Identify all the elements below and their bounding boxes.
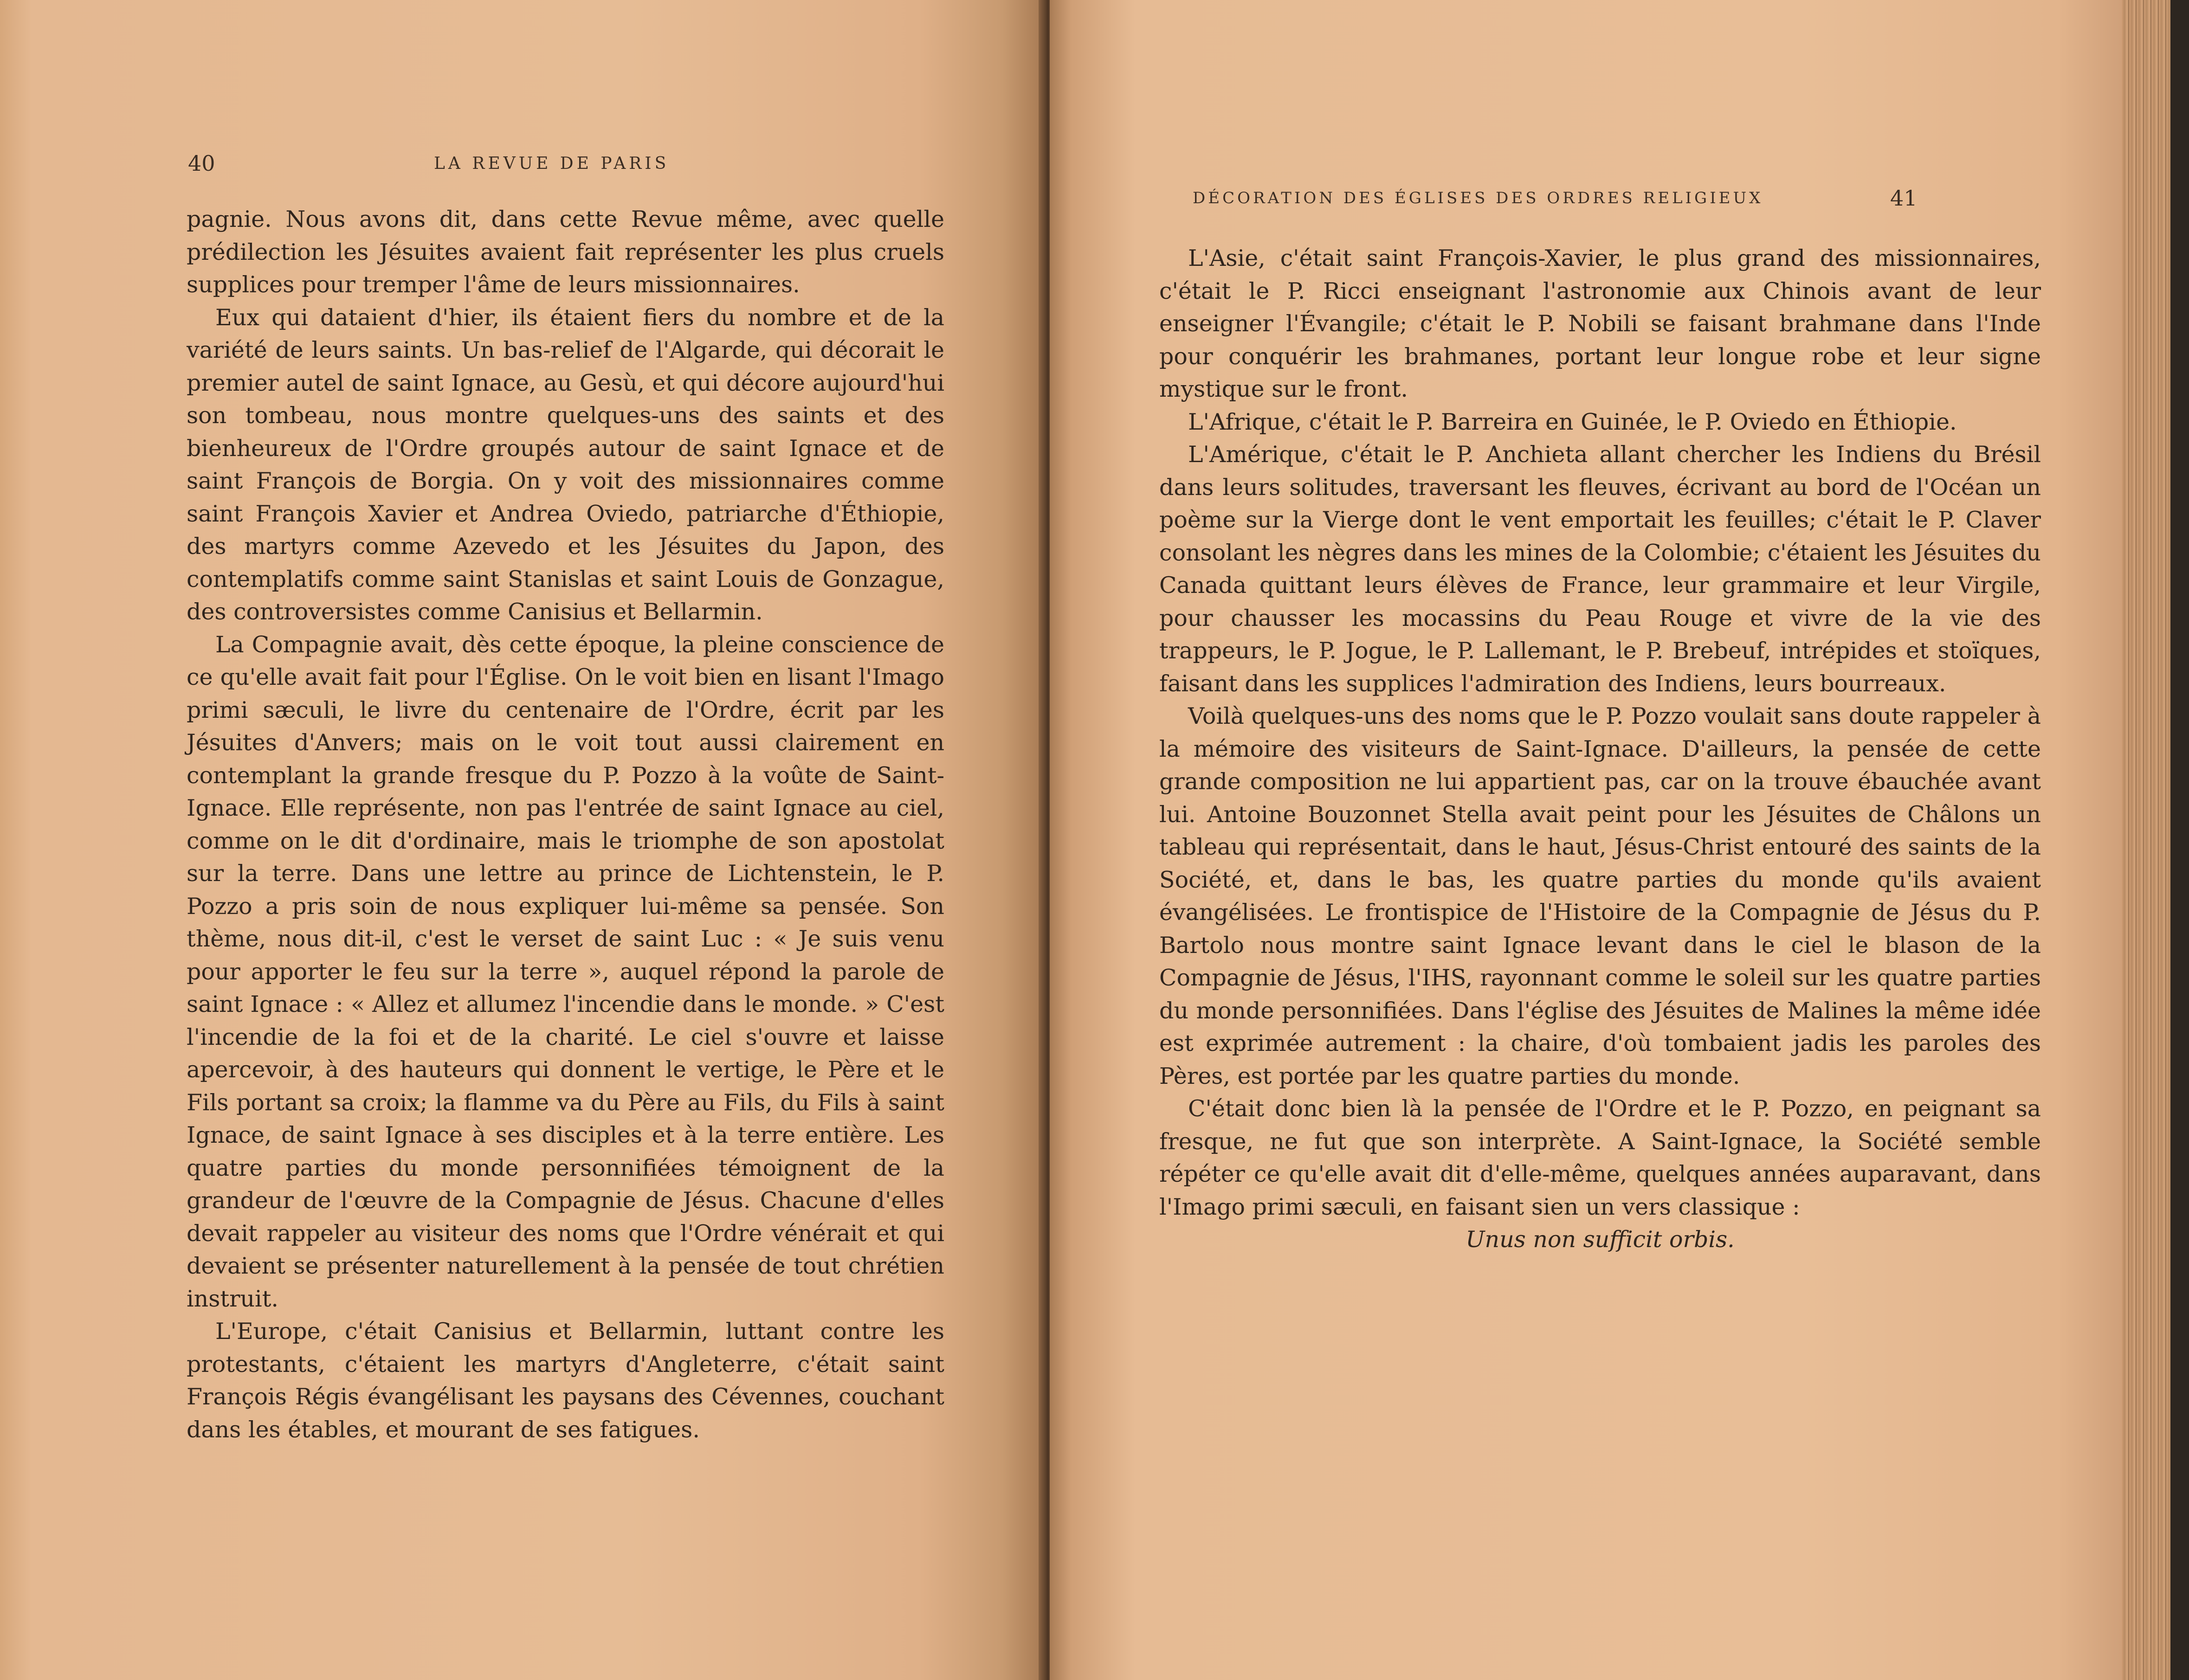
right-running-head: DÉCORATION DES ÉGLISES DES ORDRES RELIGIEUX	[1193, 189, 1763, 207]
right-paragraph-4-text: Voilà quelques-uns des noms que le P. Pozzo voulait sans doute rappeler à la mémoire des visiteurs de Saint-Ignace. D'ailleurs, la pensée de cette grande composition ne lui appartient pas, car on la trouve ébauchée avant lui. Antoine Bouzonnet Stella avait peint pour les Jésuites de Châlons un tableau qui représentait, dans le haut, Jésus-Christ entouré des saints de la Société, et, dans le bas, les quatre parties du monde qu'ils avaient évangélisées. Le frontispice de l'Histoire de la Compagnie de Jésus du P. Bartolo nous montre saint Ignace levant dans le ciel le blason de la Compagnie de Jésus, l'IHS, rayonnant comme le soleil sur les quatre parties du monde personnifiées. Dans l'église des Jésuites de Malines la même idée est exprimée autrement : la chaire, d'où tombaient jadis les paroles des Pères, est portée par les quatre parties du monde.	[1159, 703, 2041, 1089]
right-paragraph-3-text: L'Amérique, c'était le P. Anchieta allant chercher les Indiens du Brésil dans leurs solitudes, traversant les fleuves, écrivant au bord de l'Océan un poème sur la Vierge dont le vent emportait les feuilles; c'était le P. Claver consolant les nègres dans les mines de la Colombie; c'étaient les Jésuites du Canada quittant leurs élèves de France, leur grammaire et leur Virgile, pour chausser les mocassins du Peau Rouge et vivre de la vie des trappeurs, le P. Jogue, le P. Lallemant, le P. Brebeuf, intrépides et stoïques, faisant dans les supplices l'admiration des Indiens, leurs bourreaux.	[1159, 441, 2041, 697]
book-fore-edge	[2122, 0, 2189, 1680]
left-paragraph-2-text: Eux qui dataient d'hier, ils étaient fiers du nombre et de la variété de leurs saints. Un bas-relief de l'Algarde, qui décorait le premier autel de saint Ignace, au Gesù, et qui décore aujourd'hui son tombeau, nous montre quelques-uns des saints et des bienheureux de l'Ordre groupés autour de saint Ignace et de saint François de Borgia. On y voit des missionnaires comme saint François Xavier et Andrea Oviedo, patriarche d'Éthiopie, des martyrs comme Azevedo et les Jésuites du Japon, des contemplatifs comme saint Stanislas et saint Louis de Gonzague, des controversistes comme Canisius et Bellarmin.	[187, 304, 944, 625]
background-edge	[2170, 0, 2189, 1680]
left-page-number: 40	[188, 151, 215, 176]
right-paragraph-5	[1159, 1093, 2041, 1223]
left-paragraph-2	[187, 302, 944, 629]
right-page-number: 41	[1890, 186, 1918, 211]
right-text-block	[1159, 242, 2041, 1256]
left-paragraph-4	[187, 1315, 944, 1446]
left-paragraph-1	[187, 203, 944, 302]
right-paragraph-4	[1159, 700, 2041, 1093]
left-page	[0, 0, 1044, 1680]
left-paragraph-1-text: pagnie. Nous avons dit, dans cette Revue même, avec quelle prédilection les Jésuites avaient fait représenter les plus cruels supplices pour tremper l'âme de leurs missionnaires.	[187, 206, 944, 298]
left-text-block	[187, 203, 944, 1446]
left-paragraph-3	[187, 629, 944, 1316]
verse-line: Unus non sufficit orbis.	[1466, 1226, 1735, 1253]
right-page	[1050, 0, 2122, 1680]
right-paragraph-5-text: C'était donc bien là la pensée de l'Ordre et le P. Pozzo, en peignant sa fresque, ne fut que son interprète. A Saint-Ignace, la Société semble répéter ce qu'elle avait dit d'elle-même, quelques années auparavant, dans l'Imago primi sæculi, en faisant sien un vers classique :	[1159, 1095, 2041, 1220]
left-paragraph-3-text: La Compagnie avait, dès cette époque, la pleine conscience de ce qu'elle avait fait pour l'Église. On le voit bien en lisant l'Imago primi sæculi, le livre du centenaire de l'Ordre, écrit par les Jésuites d'Anvers; mais on le voit tout aussi clairement en contemplant la grande fresque du P. Pozzo à la voûte de Saint-Ignace. Elle représente, non pas l'entrée de saint Ignace au ciel, comme on le dit d'ordinaire, mais le triomphe de son apostolat sur la terre. Dans une lettre au prince de Lichtenstein, le P. Pozzo a pris soin de nous expliquer lui-même sa pensée. Son thème, nous dit-il, c'est le verset de saint Luc : « Je suis venu pour apporter le feu sur la terre », auquel répond la parole de saint Ignace : « Allez et allumez l'incendie dans le monde. » C'est l'incendie de la foi et de la charité. Le ciel s'ouvre et laisse apercevoir, à des hauteurs qui donnent le vertige, le Père et le Fils portant sa croix; la flamme va du Père au Fils, du Fils à saint Ignace, de saint Ignace à ses disciples et à la terre entière. Les quatre parties du monde personnifiées témoignent de la grandeur de l'œuvre de la Compagnie de Jésus. Chacune d'elles devait rappeler au visiteur des noms que l'Ordre vénérait et qui devaient se présenter naturellement à la pensée de tout chrétien instruit.	[187, 631, 944, 1312]
right-paragraph-3	[1159, 438, 2041, 700]
left-running-head: LA REVUE DE PARIS	[434, 154, 670, 173]
right-paragraph-2-text: L'Afrique, c'était le P. Barreira en Guinée, le P. Oviedo en Éthiopie.	[1188, 408, 1957, 435]
right-paragraph-1	[1159, 242, 2041, 406]
right-paragraph-1-text: L'Asie, c'était saint François-Xavier, le plus grand des missionnaires, c'était le P. Ricci enseignant l'astronomie aux Chinois avant de leur enseigner l'Évangile; c'était le P. Nobili se faisant brahmane dans l'Inde pour conquérir les brahmanes, portant leur longue robe et leur signe mystique sur le front.	[1159, 245, 2041, 402]
left-paragraph-4-text: L'Europe, c'était Canisius et Bellarmin, luttant contre les protestants, c'étaient les martyrs d'Angleterre, c'était saint François Régis évangélisant les paysans des Cévennes, couchant dans les étables, et mourant de ses fatigues.	[187, 1318, 944, 1443]
right-paragraph-2	[1159, 406, 2041, 439]
